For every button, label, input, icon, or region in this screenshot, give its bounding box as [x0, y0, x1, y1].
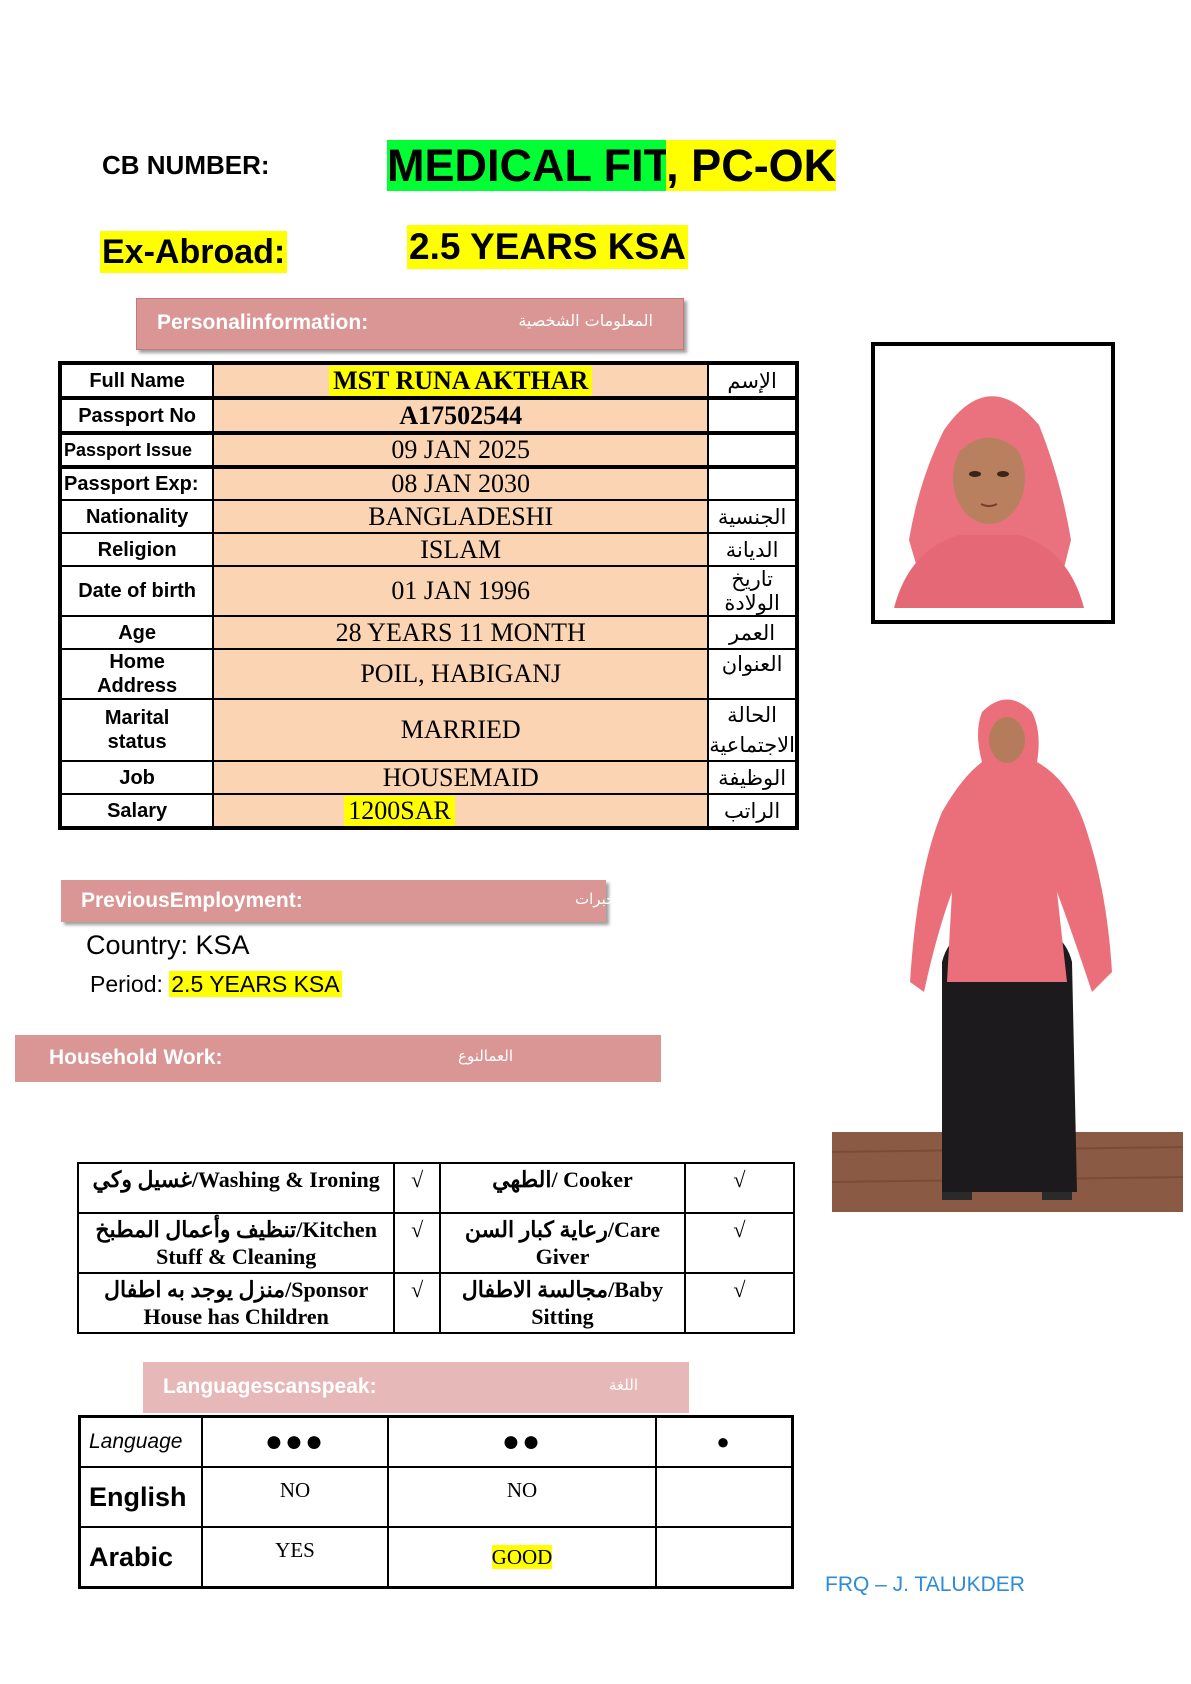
footer-signature: FRQ – J. TALUKDER — [825, 1573, 1025, 1596]
table-row — [60, 533, 797, 566]
job-value: HOUSEMAID — [213, 761, 708, 794]
portrait-photo — [889, 370, 1088, 608]
row-label-arabic — [708, 398, 797, 433]
level-2-header: ●● — [388, 1417, 656, 1468]
personal-info-table — [58, 361, 799, 830]
previous-country: Country: KSA — [86, 930, 250, 960]
row-label: Passport Exp: — [60, 467, 213, 500]
language-name: English — [80, 1467, 203, 1527]
language-name: Arabic — [80, 1527, 203, 1588]
row-label-arabic: العمر — [708, 616, 797, 649]
skill-cell: مجالسة الاطفال/Baby Sitting — [440, 1273, 685, 1333]
row-label-arabic: الراتب — [708, 794, 797, 828]
table-row — [60, 616, 797, 649]
column-header: Language — [80, 1417, 203, 1468]
row-label: Age — [60, 616, 213, 649]
medical-status — [387, 140, 836, 192]
age-value: 28 YEARS 11 MONTH — [213, 616, 708, 649]
skill-check: √ — [394, 1273, 440, 1333]
full-name-value: MST RUNA AKTHAR — [213, 363, 708, 398]
language-level: NO — [202, 1467, 388, 1527]
nationality-value: BANGLADESHI — [213, 500, 708, 533]
table-row — [60, 761, 797, 794]
banner-title-arabic: العمالنوع — [458, 1047, 514, 1065]
banner-title-arabic: الخبرات — [575, 890, 625, 908]
row-label: Religion — [60, 533, 213, 566]
row-label: Passport Issue — [60, 433, 213, 467]
skill-check: √ — [394, 1213, 440, 1273]
skill-check: √ — [685, 1163, 794, 1213]
pc-ok-text: , PC-OK — [666, 140, 837, 191]
salary-value: 1200SAR — [213, 794, 708, 828]
passport-exp-value: 08 JAN 2030 — [213, 467, 708, 500]
marital-status-value: MARRIED — [213, 699, 708, 761]
banner-title: Personalinformation: — [157, 311, 369, 334]
row-label-arabic: الوظيفة — [708, 761, 797, 794]
skill-cell: غسيل وكي/Washing & Ironing — [78, 1163, 394, 1213]
row-label: Nationality — [60, 500, 213, 533]
row-label-arabic — [708, 433, 797, 467]
table-row — [78, 1273, 794, 1333]
row-label-arabic: الإسم — [708, 363, 797, 398]
skill-cell: رعاية كبار السن/Care Giver — [440, 1213, 685, 1273]
row-label-arabic: الديانة — [708, 533, 797, 566]
languages-table — [78, 1415, 794, 1589]
cb-number-label: CB NUMBER: — [102, 150, 270, 180]
row-label-arabic: الجنسية — [708, 500, 797, 533]
table-row — [80, 1467, 793, 1527]
level-3-header: ●●● — [202, 1417, 388, 1468]
previous-employment-banner — [61, 880, 625, 922]
skill-cell: تنظيف وأعمال المطبخ/Kitchen Stuff & Cleaning — [78, 1213, 394, 1273]
table-row — [78, 1163, 794, 1213]
banner-title-arabic: اللغة — [609, 1376, 638, 1394]
medical-fit-text: MEDICAL FIT — [387, 140, 667, 191]
row-label-arabic: الحالة الاجتماعية — [708, 699, 797, 761]
row-label: Passport No — [60, 398, 213, 433]
table-row — [60, 433, 797, 467]
table-row — [60, 398, 797, 433]
skill-check: √ — [685, 1213, 794, 1273]
language-level — [656, 1467, 793, 1527]
table-row — [60, 467, 797, 500]
table-row — [60, 566, 797, 616]
row-label-arabic: تاريخ الولادة — [708, 566, 797, 616]
row-label: Full Name — [60, 363, 213, 398]
table-row — [60, 500, 797, 533]
personal-info-banner — [136, 298, 684, 350]
skill-cell: منزل يوجد به اطفال/Sponsor House has Children — [78, 1273, 394, 1333]
religion-value: ISLAM — [213, 533, 708, 566]
row-label-arabic — [708, 467, 797, 500]
skill-check: √ — [685, 1273, 794, 1333]
table-row — [60, 699, 797, 761]
skill-check: √ — [394, 1163, 440, 1213]
home-address-value: POIL, HABIGANJ — [213, 649, 708, 699]
banner-title: Languagescanspeak: — [163, 1375, 377, 1398]
banner-title-arabic: المعلومات الشخصية — [518, 311, 653, 330]
date-of-birth-value: 01 JAN 1996 — [213, 566, 708, 616]
previous-period: Period: 2.5 YEARS KSA — [90, 971, 340, 997]
row-label-arabic: العنوان — [708, 649, 797, 699]
languages-banner — [143, 1362, 689, 1413]
period-value: 2.5 YEARS KSA — [171, 971, 340, 997]
level-1-header: ● — [656, 1417, 793, 1468]
language-level — [656, 1527, 793, 1588]
banner-title: PreviousEmployment: — [81, 889, 303, 912]
table-header-row — [80, 1417, 793, 1468]
banner-title: Household Work: — [49, 1046, 223, 1069]
skill-cell: الطهي/ Cooker — [440, 1163, 685, 1213]
row-label: Home Address — [60, 649, 213, 699]
household-work-banner — [15, 1035, 661, 1082]
row-label: Salary — [60, 794, 213, 828]
ex-abroad-value: 2.5 YEARS KSA — [409, 226, 686, 267]
household-work-table — [77, 1162, 795, 1334]
row-label: Job — [60, 761, 213, 794]
table-row — [60, 649, 797, 699]
full-body-photo — [832, 692, 1183, 1212]
language-level: GOOD — [388, 1527, 656, 1588]
table-row — [60, 794, 797, 828]
row-label: Date of birth — [60, 566, 213, 616]
table-row — [80, 1527, 793, 1588]
language-level: YES — [202, 1527, 388, 1588]
ex-abroad-label: Ex-Abroad: — [102, 233, 286, 271]
row-label: Marital status — [60, 699, 213, 761]
language-level: NO — [388, 1467, 656, 1527]
table-row — [60, 363, 797, 398]
passport-issue-value: 09 JAN 2025 — [213, 433, 708, 467]
passport-no-value: A17502544 — [213, 398, 708, 433]
table-row — [78, 1213, 794, 1273]
